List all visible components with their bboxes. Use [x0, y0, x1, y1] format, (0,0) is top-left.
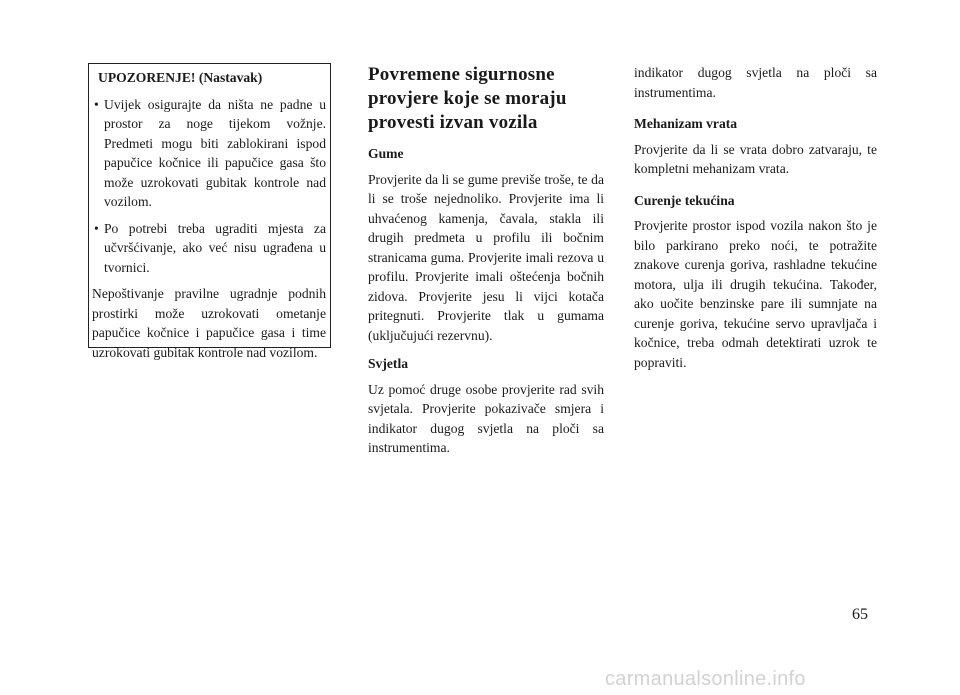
warning-bullet-text: Uvijek osigurajte da ništa ne padne u prostor za noge tijekom vožnje. Predmeti mogu biti zablokirani ispod papučice kočnice ili papučice gasa što može uzrokovati gubitak kontrole nad vozilom. — [104, 96, 326, 209]
warning-bullet-text: Po potrebi treba ugraditi mjesta za učvršćivanje, ako već nisu ugrađena u tvornici. — [104, 220, 326, 275]
paragraph-lights-continued: indikator dugog svjetla na ploči sa instrumentima. — [634, 65, 877, 100]
warning-list — [92, 95, 326, 278]
bullet-icon: • — [94, 220, 99, 236]
section-heading: Povremene sigurnosne provjere koje se moraju provesti izvan vozila — [368, 64, 567, 133]
paragraph-door: Provjerite da li se vrata dobro zatvaraju, te kompletni mehanizam vrata. — [634, 141, 877, 176]
subheading-tyres: Gume — [368, 146, 404, 161]
warning-bullet-item — [92, 95, 326, 212]
subheading-door: Mehanizam vrata — [634, 116, 738, 131]
paragraph-leak: Provjerite prostor ispod vozila nakon što je bilo parkirano preko noći, te potražite znakove curenja goriva, rashladne tekućine motora, ulja ili drugih tekućina. Također, ako uočite benzinske pare ili sumnjate na curenje goriva, tekućine servo upravljača i kočnice, treba odmah detektirati uzrok te popraviti. — [634, 218, 877, 370]
paragraph-tyres: Provjerite da li se gume previše troše, te da li se troše nejednoliko. Provjerite ima li uhvaćenog kamenja, čavala, stakla ili drugih predmeta u profilu ili bočnim stranicama guma. Provjerite imali rezova u profilu. Provjerite imali oštećenja bočnih zidova. Provjerite jesu li vijci kotača pritegnuti. Provjerite tlak u gumama (uključujući rezervnu). — [368, 171, 604, 343]
page-number: 65 — [852, 606, 868, 623]
warning-title: UPOZORENJE! (Nastavak) — [98, 70, 263, 85]
subheading-leak: Curenje tekućina — [634, 192, 735, 208]
subheading-lights: Svjetla — [368, 356, 409, 371]
warning-box — [88, 63, 331, 360]
watermark: carmanualsonline.info — [605, 668, 806, 690]
warning-note: Nepoštivanje pravilne ugradnje podnih prostirki može uzrokovati ometanje papučice kočnice i papučice gasa i time uzrokovati gubitak kontrole nad vozilom. — [92, 286, 326, 360]
bullet-icon: • — [94, 96, 99, 112]
content-column-middle — [368, 63, 604, 455]
paragraph-lights: Uz pomoć druge osobe provjerite rad svih svjetala. Provjerite pokazivače smjera i indikator dugog svjetla na ploči sa instrumentima. — [368, 381, 604, 455]
content-column-right — [634, 63, 877, 381]
warning-bullet-item — [92, 219, 326, 278]
